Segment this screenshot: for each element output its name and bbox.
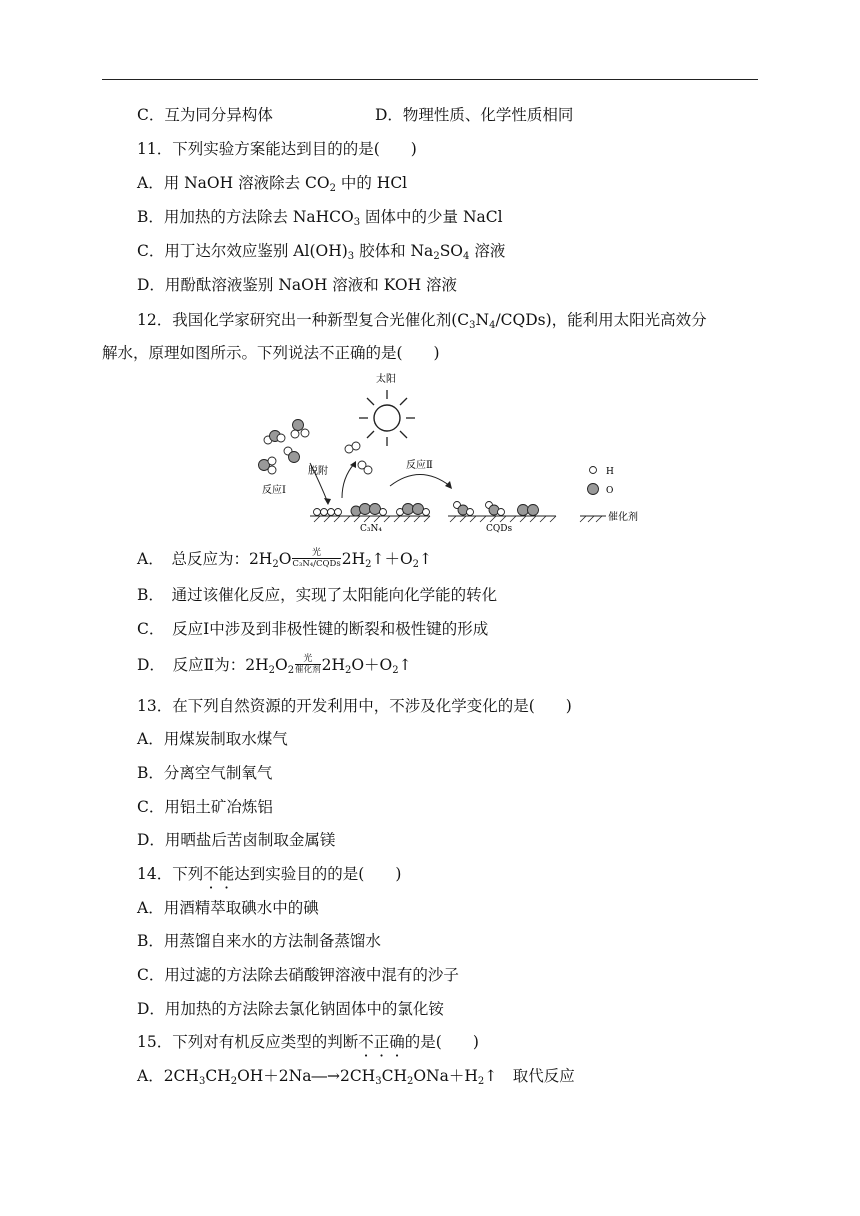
q11-option-a: A．用 NaOH 溶液除去 $CO_2$ 中的 HCl xyxy=(137,174,408,194)
q15-option-a: A．$2CH_3CH_2OH+2Na―\to 2CH_3CH_2ONa+H_2↑$ 取代反应 xyxy=(137,1067,575,1087)
c3n4-label: C₃N₄ xyxy=(360,524,382,533)
reaction2-label: 反应Ⅱ xyxy=(406,460,433,471)
reaction-condition: 光 催化剂 xyxy=(295,653,321,675)
q12-option-c: C． 反应Ⅰ中涉及到非极性键的断裂和极性键的形成 xyxy=(137,620,489,638)
reaction1-label: 反应Ⅰ xyxy=(262,485,286,496)
q11-option-c: C．用丁达尔效应鉴别 $Al(OH)_3$ 胶体和 $Na_2SO_4$ 溶液 xyxy=(137,242,506,262)
legend-catalyst: 催化剂 xyxy=(608,512,638,523)
q11-option-b: B．用加热的方法除去 NaHCO$_3$ 固体中的少量 NaCl xyxy=(137,208,503,228)
legend-o-icon xyxy=(588,484,599,495)
sun-label: 太阳 xyxy=(376,374,396,385)
q13-option-b: B．分离空气制氧气 xyxy=(137,764,273,782)
adsorbed-on-c3n4 xyxy=(314,504,430,517)
sun-icon xyxy=(359,390,415,446)
legend-h: H xyxy=(606,467,614,477)
q14-option-a: A．用酒精萃取碘水中的碘 xyxy=(137,899,319,917)
q11-option-d: D．用酚酞溶液鉴别 NaOH 溶液和 KOH 溶液 xyxy=(137,276,458,294)
q12-stem-line2: 解水，原理如图所示。下列说法不正确的是( ) xyxy=(102,344,440,362)
figure-legend xyxy=(580,467,638,524)
q13-stem: 13．在下列自然资源的开发利用中，不涉及化学变化的是( ) xyxy=(137,697,572,715)
q13-option-d: D．用晒盐后苦卤制取金属镁 xyxy=(137,831,336,849)
q10-option-c: C．互为同分异构体 xyxy=(137,106,273,124)
header-rule xyxy=(102,79,758,80)
cqds-surface xyxy=(448,516,556,522)
desorb-label: 脱附 xyxy=(308,466,328,477)
photocatalysis-figure xyxy=(250,368,670,533)
q10-option-d: D．物理性质、化学性质相同 xyxy=(375,106,574,124)
cqds-label: CQDs xyxy=(486,524,513,533)
q12-option-b: B． 通过该催化反应，实现了太阳能向化学能的转化 xyxy=(137,586,498,604)
legend-o: O xyxy=(606,486,614,496)
water-molecules-left xyxy=(259,420,310,475)
legend-h-icon xyxy=(590,467,597,474)
q12-option-d: D． 反应Ⅱ为：$2H_2O_2$ 光 催化剂 $2H_2O+O_2↑$ xyxy=(137,653,412,676)
q14-option-c: C．用过滤的方法除去硝酸钾溶液中混有的沙子 xyxy=(137,966,459,984)
q14-stem: 14．下列不能达到实验目的的是( ) xyxy=(137,865,402,883)
q12-option-a: A． 总反应为：$2H_2O$ 光 C₃N₄/CQDs $2H_2↑+O_2↑$ xyxy=(137,547,433,570)
q13-option-c: C．用铝土矿冶炼铝 xyxy=(137,798,273,816)
reaction-condition: 光 C₃N₄/CQDs xyxy=(292,547,341,569)
q13-option-a: A．用煤炭制取水煤气 xyxy=(137,730,288,748)
c3n4-surface xyxy=(310,516,430,522)
q15-stem: 15．下列对有机反应类型的判断不正确的是( ) xyxy=(137,1033,479,1051)
desorbed-molecules xyxy=(345,442,372,474)
q14-option-b: B．用蒸馏自来水的方法制备蒸馏水 xyxy=(137,932,381,950)
q11-stem: 11．下列实验方案能达到目的的是( ) xyxy=(137,140,417,158)
q14-option-d: D．用加热的方法除去氯化钠固体中的氯化铵 xyxy=(137,1000,444,1018)
q12-stem-line1: 12．我国化学家研究出一种新型复合光催化剂$(C_3N_4/CQDs)$，能利用太阳光高效分 xyxy=(137,311,707,331)
adsorbed-on-cqds xyxy=(454,502,539,516)
